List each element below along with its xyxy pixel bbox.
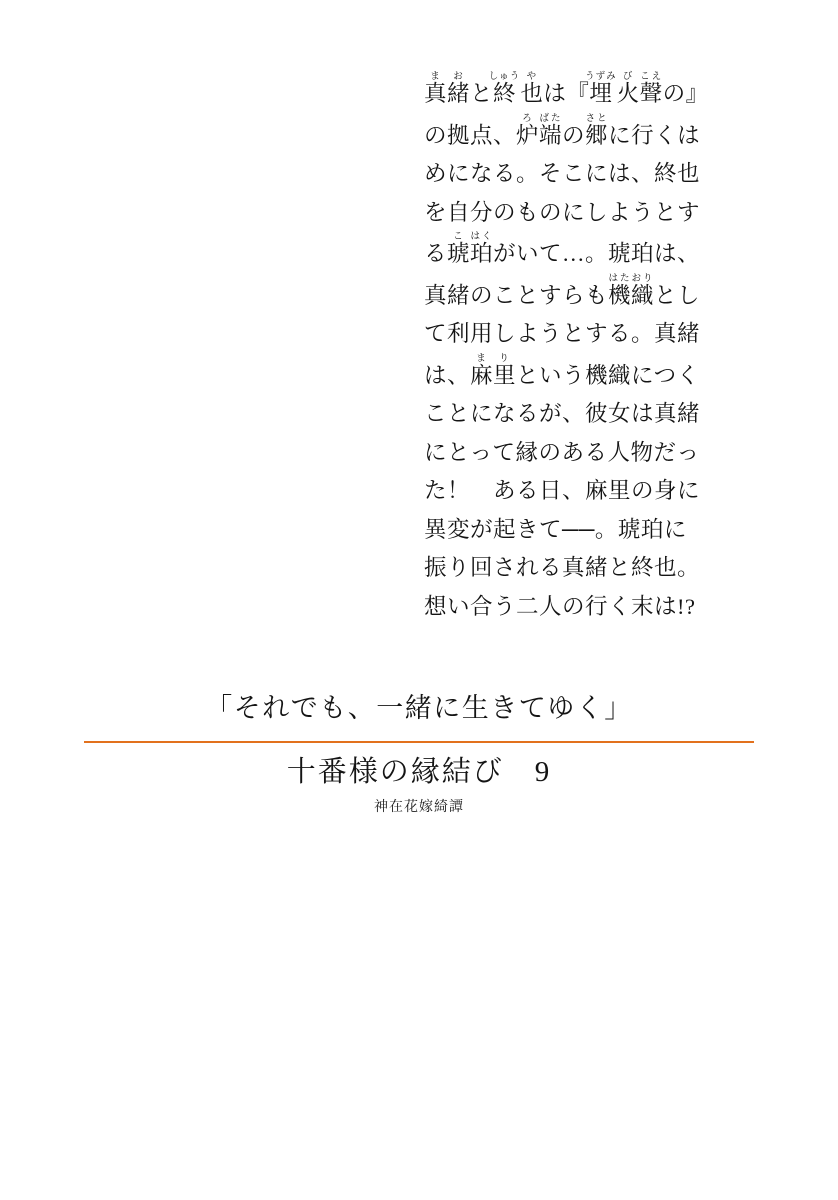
synopsis-line: めになる。そこには、終也: [424, 161, 701, 186]
synopsis-line: た！ ある日、麻里の身に: [424, 478, 701, 503]
synopsis-line: を自分のものにしようとす: [424, 199, 701, 225]
synopsis-line: は、麻ま里りという機織につく: [424, 353, 700, 388]
synopsis-line: て利用しようとする。真緒: [424, 321, 701, 346]
ruby-mao: 真ま緒お: [424, 72, 471, 106]
tagline: 「それでも、一緒に生きてゆく」: [205, 693, 633, 723]
page-subtitle: 神在花嫁綺譚: [374, 800, 464, 815]
ruby-kohaku: 琥こ珀はく: [447, 232, 494, 266]
synopsis-line: る琥こ珀はくがいて…。琥珀は、: [424, 232, 701, 266]
synopsis-line: 想い合う二人の行く末は!?: [424, 593, 696, 619]
ruby-shuuya: 終しゅう也や: [488, 72, 544, 106]
ruby-robata: 炉ろ端ばた: [516, 113, 563, 148]
page-title: 十番様の縁結び 9: [286, 756, 552, 788]
title-block: [0, 752, 838, 816]
accent-divider: [84, 741, 754, 743]
synopsis-line: 真緒のことすらも機織はたおりとし: [424, 273, 701, 308]
ruby-mari: 麻ま里り: [470, 353, 517, 388]
ruby-koe: 聲こえ: [639, 72, 663, 106]
synopsis-text: [424, 72, 734, 626]
ruby-sato: 郷さと: [585, 113, 609, 148]
ruby-hataori: 機織はたおり: [608, 273, 655, 308]
synopsis-line: 異変が起きて──。琥珀に: [424, 516, 687, 542]
synopsis-line: 振り回される真緒と終也。: [424, 555, 701, 580]
synopsis-line: にとって縁のある人物だっ: [424, 439, 700, 465]
synopsis-line: の拠点、炉ろ端ばたの郷さとに行くは: [424, 113, 701, 148]
ruby-uzumibi: 埋うずみ火び: [585, 72, 640, 106]
synopsis-line: 真ま緒おと終しゅう也やは『埋うずみ火び聲こえの』: [424, 72, 709, 106]
synopsis-line: ことになるが、彼女は真緒: [424, 401, 701, 426]
